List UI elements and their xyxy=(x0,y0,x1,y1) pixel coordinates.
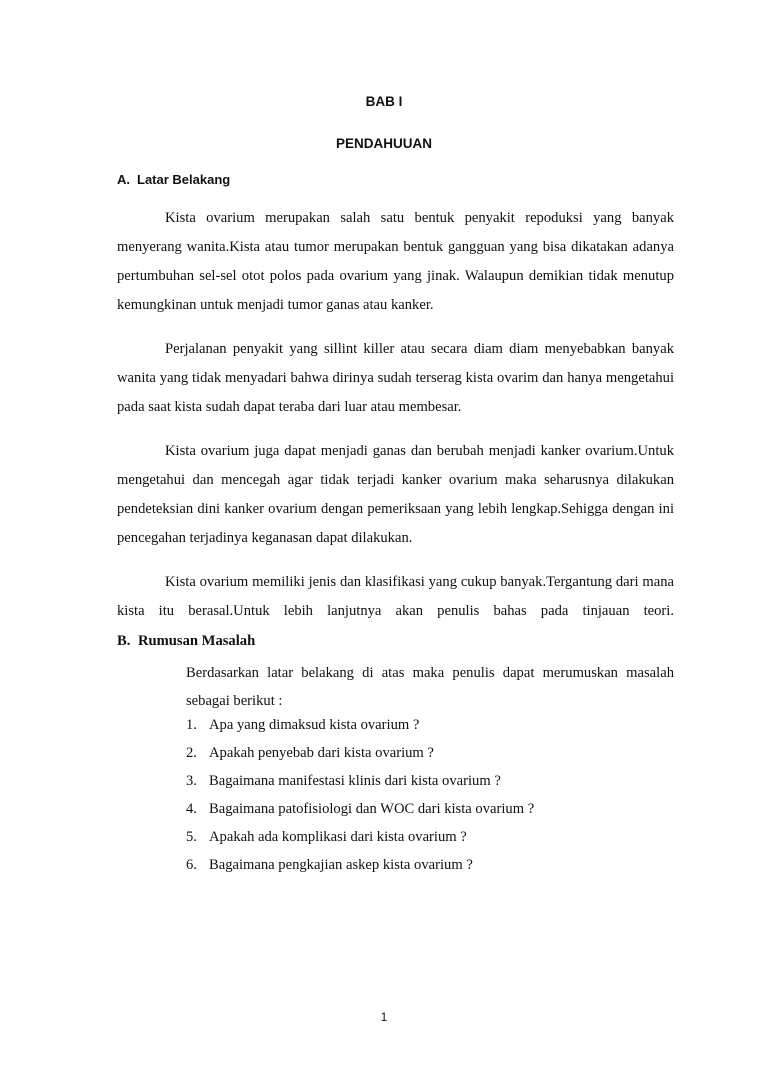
section-b-heading xyxy=(117,633,255,650)
section-a-body xyxy=(117,204,674,641)
chapter-title: PENDAHUUAN xyxy=(335,136,432,151)
list-item-text: Apakah penyebab dari kista ovarium ? xyxy=(209,745,434,761)
list-item xyxy=(186,823,534,851)
list-item-text: Apakah ada komplikasi dari kista ovarium ? xyxy=(209,829,467,845)
list-item-number: 6. xyxy=(186,857,197,873)
list-item-number: 2. xyxy=(186,745,197,761)
list-item xyxy=(186,795,534,823)
list-item xyxy=(186,739,534,767)
list-item-text: Bagaimana manifestasi klinis dari kista ovarium ? xyxy=(209,773,501,789)
section-b-title: Rumusan Masalah xyxy=(138,633,256,649)
list-item-number: 4. xyxy=(186,801,197,817)
paragraph: Kista ovarium juga dapat menjadi ganas dan berubah menjadi kanker ovarium.Untuk mengetahui dan mencegah agar tidak terjadi kanker ovarium maka seharusnya dilakukan pendeteksian dini kanker ovarium dengan pemeriksaan yang lebih lengkap.Sehigga dengan ini pencegahan terjadinya keganasan dapat dilakukan. xyxy=(117,443,674,546)
list-item-text: Apa yang dimaksud kista ovarium ? xyxy=(209,717,420,733)
section-b-number: B. xyxy=(117,633,131,649)
section-a-number: A. xyxy=(117,172,130,187)
paragraph: Kista ovarium merupakan salah satu bentuk penyakit repoduksi yang banyak menyerang wanita.Kista atau tumor merupakan bentuk gangguan yang bisa dikatakan adanya pertumbuhan sel-sel otot polos pada ovarium yang jinak. Walaupun demikian tidak menutup kemungkinan untuk menjadi tumor ganas atau kanker. xyxy=(117,210,674,313)
paragraph: Perjalanan penyakit yang sillint killer atau secara diam diam menyebabkan banyak wanita yang tidak menyadari bahwa dirinya sudah terserag kista ovarim dan hanya mengetahui pada saat kista sudah dapat teraba dari luar atau membesar. xyxy=(117,341,674,415)
list-item xyxy=(186,851,534,879)
chapter-heading: BAB I xyxy=(365,94,403,109)
list-item-number: 5. xyxy=(186,829,197,845)
section-b-intro: Berdasarkan latar belakang di atas maka penulis dapat merumuskan masalah sebagai berikut : xyxy=(186,665,674,709)
page-number: 1 xyxy=(380,1010,388,1024)
list-item xyxy=(186,767,534,795)
list-item-number: 1. xyxy=(186,717,197,733)
list-item-text: Bagaimana patofisiologi dan WOC dari kista ovarium ? xyxy=(209,801,535,817)
list-item-text: Bagaimana pengkajian askep kista ovarium ? xyxy=(209,857,473,873)
section-a-title: Latar Belakang xyxy=(137,172,231,187)
list-item-number: 3. xyxy=(186,773,197,789)
problem-list xyxy=(186,711,534,879)
section-a-heading xyxy=(117,172,230,187)
paragraph: Kista ovarium memiliki jenis dan klasifikasi yang cukup banyak.Tergantung dari mana kista itu berasal.Untuk lebih lanjutnya akan penulis bahas pada tinjauan teori. xyxy=(117,574,674,619)
list-item xyxy=(186,711,534,739)
